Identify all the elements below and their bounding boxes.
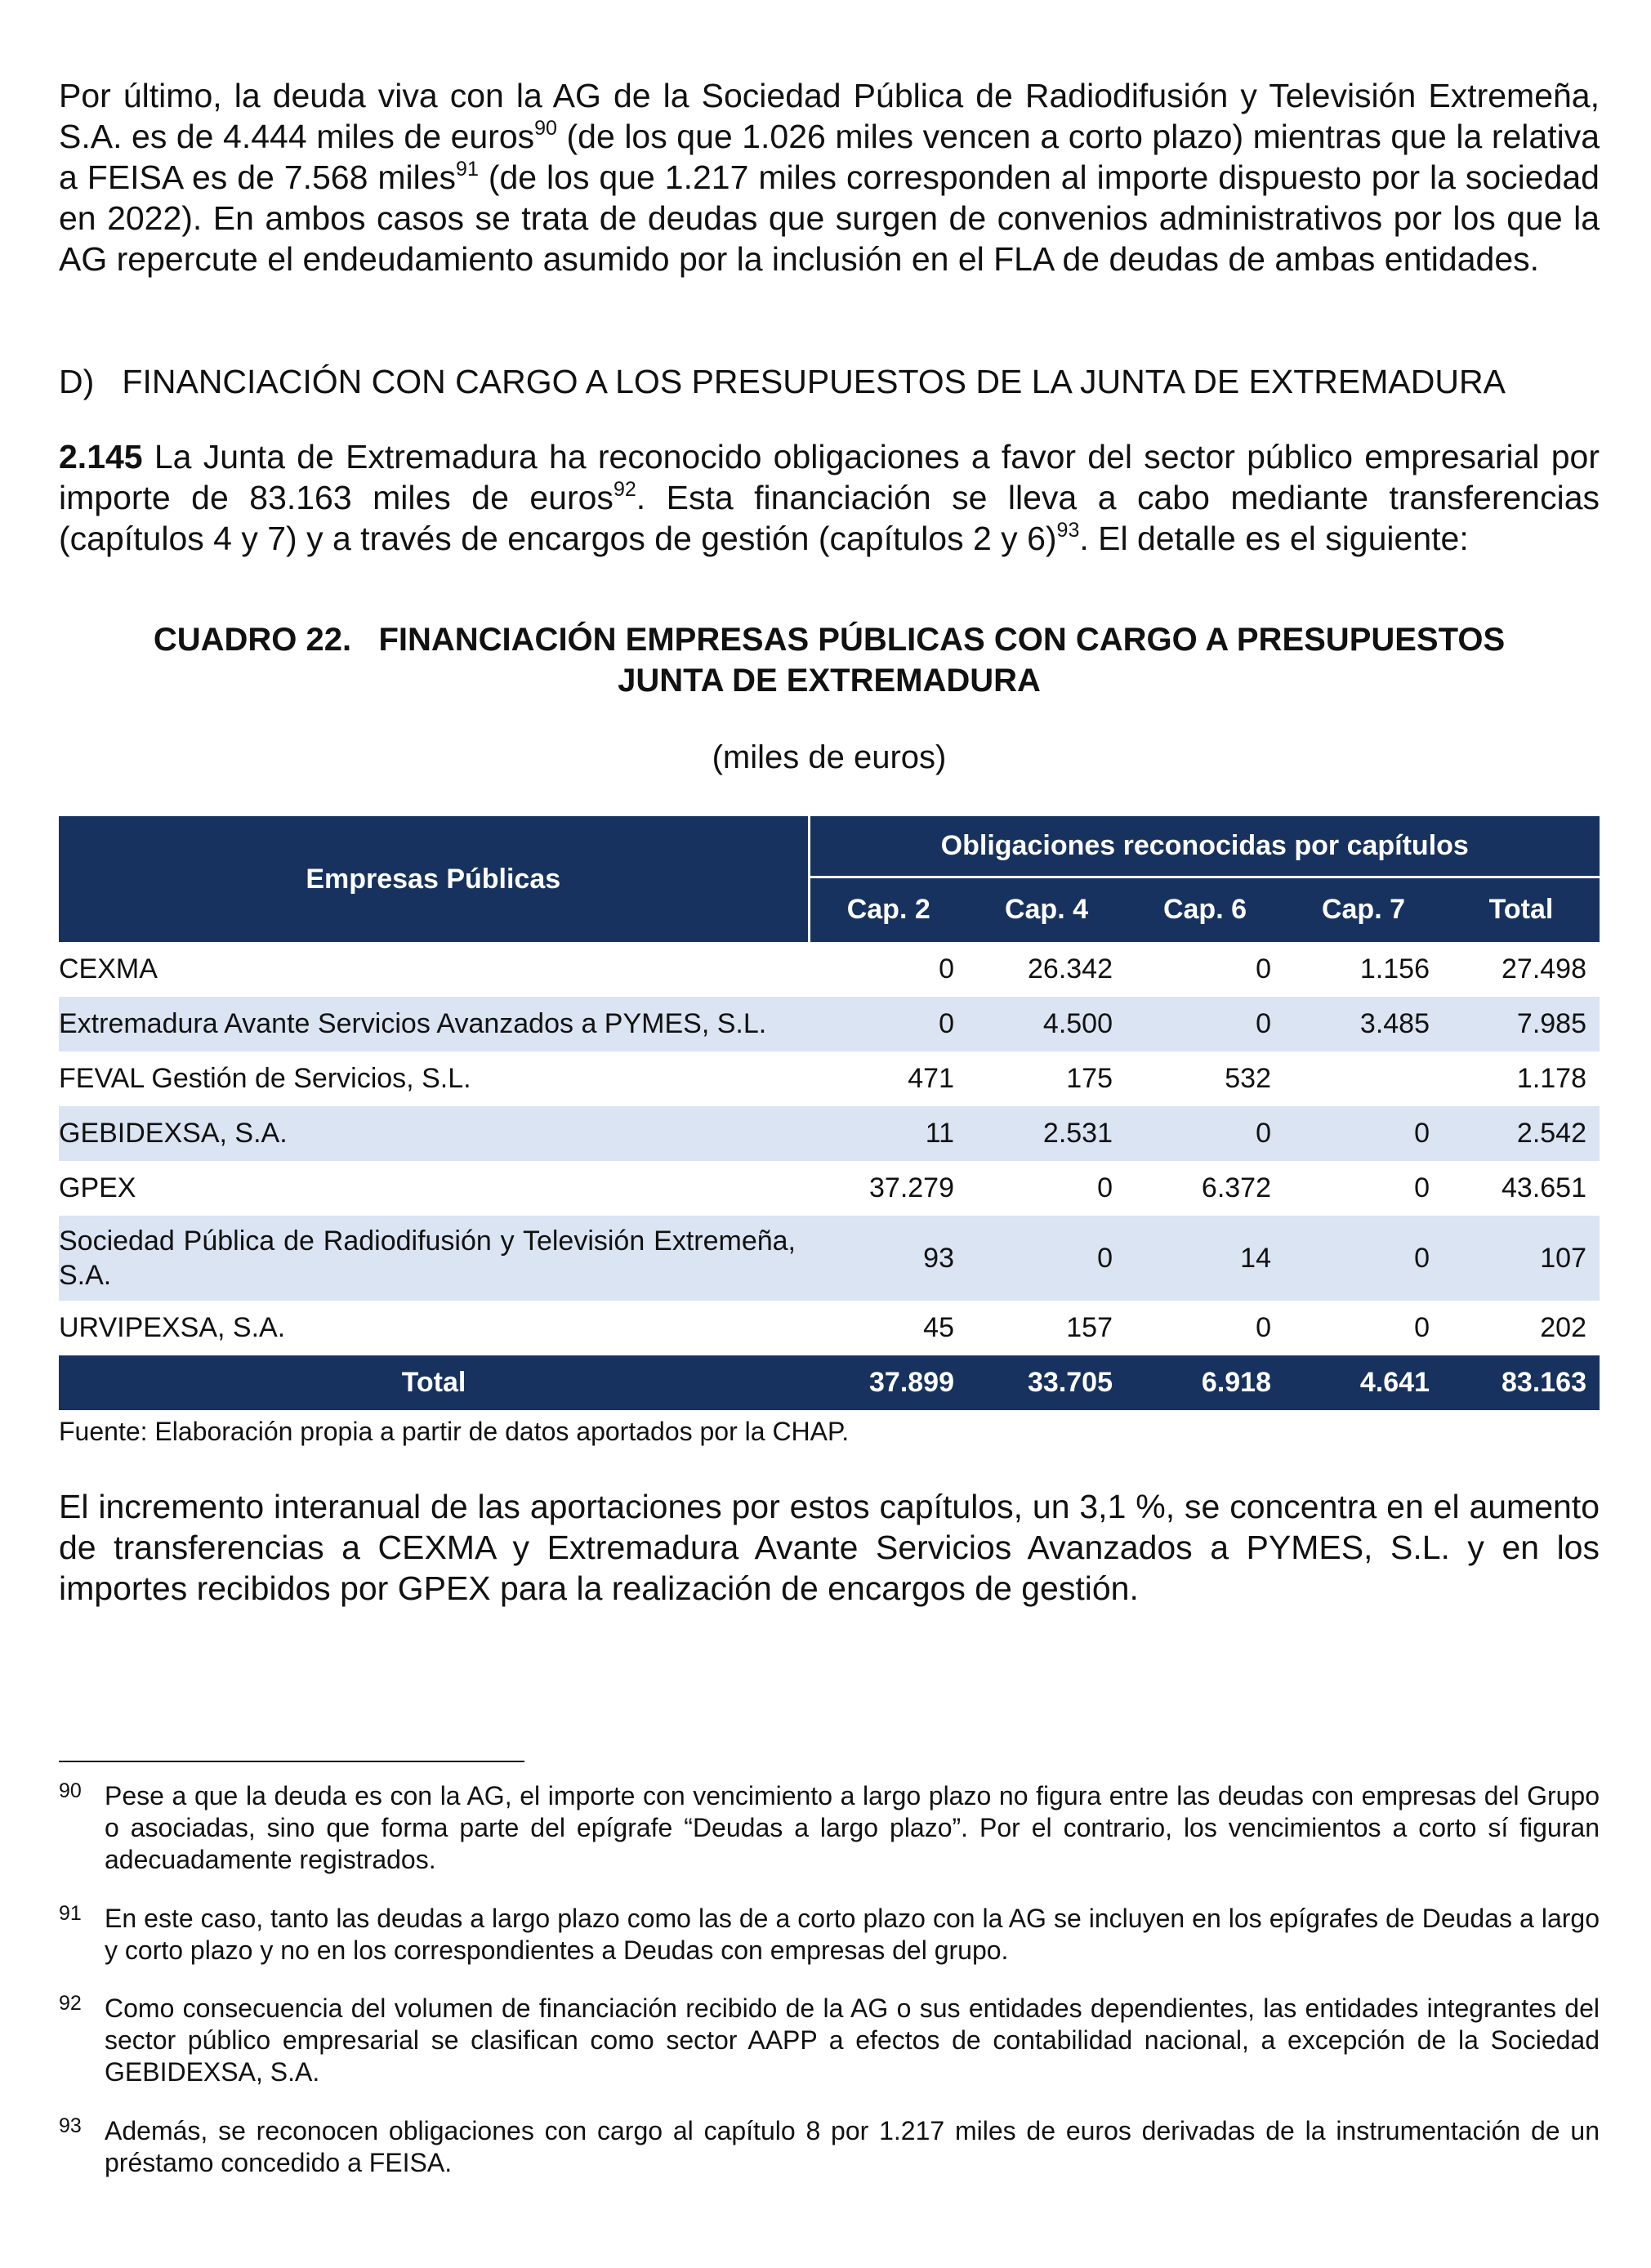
total-label: Total (59, 1355, 809, 1410)
table-row (59, 1216, 1600, 1301)
row-name: CEXMA (59, 953, 158, 984)
section-heading-d: D) FINANCIACIÓN CON CARGO A LOS PRESUPUESTOS DE LA JUNTA DE EXTREMADURA (59, 363, 1506, 400)
footnote-91 (59, 1903, 1600, 1967)
header-cap-4: Cap. 4 (967, 877, 1126, 942)
row-name: GPEX (59, 1172, 136, 1203)
total-cap-6: 6.918 (1126, 1355, 1284, 1410)
paragraph-2145: 2.145 La Junta de Extremadura ha reconocido obligaciones a favor del sector público empresarial por importe de 83.163 miles de euros$^{92}$. Esta financiación se lleva a cabo mediante transferencias (capítulos 4 y 7) y a través de encargos de gestión (capítulos 2 y 6)$^{93}$. El detalle es el siguiente: (59, 438, 1600, 557)
footnote-ref-92[interactable]: 92 (613, 478, 636, 501)
cell-cap-2: 45 (923, 1312, 954, 1343)
row-name (59, 1216, 809, 1301)
cell-cap-4: 0 (967, 1216, 1126, 1301)
row-name: URVIPEXSA, S.A. (59, 1312, 286, 1343)
cell-total: 1.178 (1516, 1063, 1586, 1094)
cell-cap-4: 0 (1097, 1172, 1113, 1203)
cell-cap-2: 93 (809, 1216, 967, 1301)
cell-cap-7: 0 (1414, 1312, 1430, 1343)
cell-cap-7 (1284, 1051, 1443, 1106)
table-title (59, 619, 1600, 701)
footnote-text: Como consecuencia del volumen de financiación recibido de la AG o sus entidades dependientes, las entidades integrantes del sector público empresarial se clasifican como sector AAPP a efectos de contabilidad nacional, a excepción de la Sociedad GEBIDEXSA, S.A. (105, 1993, 1600, 2087)
total-total: 83.163 (1443, 1355, 1600, 1410)
table-total-row (59, 1355, 1600, 1410)
table-row (59, 1106, 1600, 1161)
header-cap-6: Cap. 6 (1126, 877, 1284, 942)
financing-table (59, 816, 1600, 1410)
cell-cap-4: 175 (1066, 1063, 1113, 1094)
cell-total: 202 (1540, 1312, 1586, 1343)
footnote-90 (59, 1780, 1600, 1876)
footnote-divider (59, 1761, 524, 1762)
cell-total: 2.542 (1443, 1106, 1600, 1161)
table-row (59, 1051, 1600, 1106)
header-cap-7: Cap. 7 (1284, 877, 1443, 942)
footnote-text: Además, se reconocen obligaciones con cargo al capítulo 8 por 1.217 miles de euros derivadas de la instrumentación de un préstamo concedido a FEISA. (105, 2116, 1600, 2177)
footnote-ref-93[interactable]: 93 (1056, 519, 1080, 542)
total-cap-2: 37.899 (809, 1355, 967, 1410)
table-row (59, 1301, 1600, 1355)
footnote-ref-91[interactable]: 91 (456, 158, 479, 181)
table-source: Fuente: Elaboración propia a partir de datos aportados por la CHAP. (59, 1417, 850, 1446)
footnote-number: 93 (59, 2114, 82, 2137)
cell-cap-6: 0 (1126, 997, 1284, 1051)
footnote-text: Pese a que la deuda es con la AG, el importe con vencimiento a largo plazo no figura entre las deudas con empresas del Grupo o asociadas, sino que forma parte del epígrafe “Deudas a largo plazo”. Por el contrario, los vencimientos a corto sí figuran adecuadamente registrados. (105, 1781, 1600, 1874)
cell-cap-4: 4.500 (967, 997, 1126, 1051)
total-cap-7: 4.641 (1284, 1355, 1443, 1410)
cell-cap-2: 0 (809, 997, 967, 1051)
cell-cap-4: 157 (1066, 1312, 1113, 1343)
cell-cap-2: 37.279 (869, 1172, 954, 1203)
footnote-number: 90 (59, 1779, 82, 1802)
cell-cap-6: 532 (1225, 1063, 1271, 1094)
cell-cap-7: 1.156 (1359, 953, 1430, 984)
cell-cap-7: 0 (1284, 1216, 1443, 1301)
row-name: GEBIDEXSA, S.A. (59, 1106, 809, 1161)
table-row (59, 997, 1600, 1051)
cell-cap-6: 6.372 (1201, 1172, 1271, 1203)
cell-total: 107 (1443, 1216, 1600, 1301)
paragraph-incremento: El incremento interanual de las aportaciones por estos capítulos, un 3,1 %, se concentra en el aumento de transferencias a CEXMA y Extremadura Avante Servicios Avanzados a PYMES, S.L. y en los importes recibidos por GPEX para la realización de encargos de gestión. (59, 1488, 1600, 1607)
cell-cap-7: 3.485 (1284, 997, 1443, 1051)
cell-cap-2: 0 (939, 953, 954, 984)
cell-cap-7: 0 (1414, 1172, 1430, 1203)
table-title-line2: JUNTA DE EXTREMADURA (618, 663, 1041, 699)
cell-cap-6: 0 (1126, 1106, 1284, 1161)
footnote-text: En este caso, tanto las deudas a largo plazo como las de a corto plazo con la AG se incluyen en los epígrafes de Deudas a largo y corto plazo y no en los correspondientes a Deudas con empresas del grupo. (105, 1904, 1600, 1965)
cell-cap-6: 0 (1256, 1312, 1271, 1343)
cell-total: 43.651 (1502, 1172, 1586, 1203)
cell-cap-4: 26.342 (1028, 953, 1113, 984)
header-cap-2: Cap. 2 (809, 877, 967, 942)
row-name: FEVAL Gestión de Servicios, S.L. (59, 1063, 471, 1094)
table-units: (miles de euros) (712, 739, 947, 775)
table-title-line1: CUADRO 22. FINANCIACIÓN EMPRESAS PÚBLICAS CON CARGO A PRESUPUESTOS (153, 622, 1506, 658)
footnote-number: 91 (59, 1902, 82, 1925)
footnote-ref-90[interactable]: 90 (534, 117, 557, 140)
paragraph-deuda-viva: Por último, la deuda viva con la AG de la Sociedad Pública de Radiodifusión y Televisión Extremeña, S.A. es de 4.444 miles de euros$^{90}$ (de los que 1.026 miles vencen a corto plazo) mientras que la relativa a FEISA es de 7.568 miles$^{91}$ (de los que 1.217 miles corresponden al importe dispuesto por la sociedad en 2022). En ambos casos se trata de deudas que surgen de convenios administrativos por los que la AG repercute el endeudamiento asumido por la inclusión en el FLA de deudas de ambas entidades. (59, 77, 1600, 278)
cell-total: 7.985 (1443, 997, 1600, 1051)
cell-cap-7: 0 (1284, 1106, 1443, 1161)
cell-cap-2: 471 (908, 1063, 954, 1094)
table-row (59, 942, 1600, 997)
cell-cap-2: 11 (809, 1106, 967, 1161)
footnote-number: 92 (59, 1992, 82, 2015)
row-name: Extremadura Avante Servicios Avanzados a PYMES, S.L. (59, 997, 809, 1051)
footnote-93 (59, 2115, 1600, 2179)
cell-total: 27.498 (1502, 953, 1586, 984)
header-obligaciones: Obligaciones reconocidas por capítulos (809, 816, 1600, 877)
header-total: Total (1443, 877, 1600, 942)
footnote-92 (59, 1993, 1600, 2088)
table-row (59, 1161, 1600, 1216)
cell-cap-4: 2.531 (967, 1106, 1126, 1161)
paragraph-number: 2.145 (59, 438, 143, 475)
row-name-text: Sociedad Pública de Radiodifusión y Televisión Extremeña, S.A. (59, 1226, 796, 1291)
cell-cap-6: 14 (1126, 1216, 1284, 1301)
total-cap-4: 33.705 (967, 1355, 1126, 1410)
cell-cap-6: 0 (1256, 953, 1271, 984)
header-empresas: Empresas Públicas (59, 816, 809, 942)
